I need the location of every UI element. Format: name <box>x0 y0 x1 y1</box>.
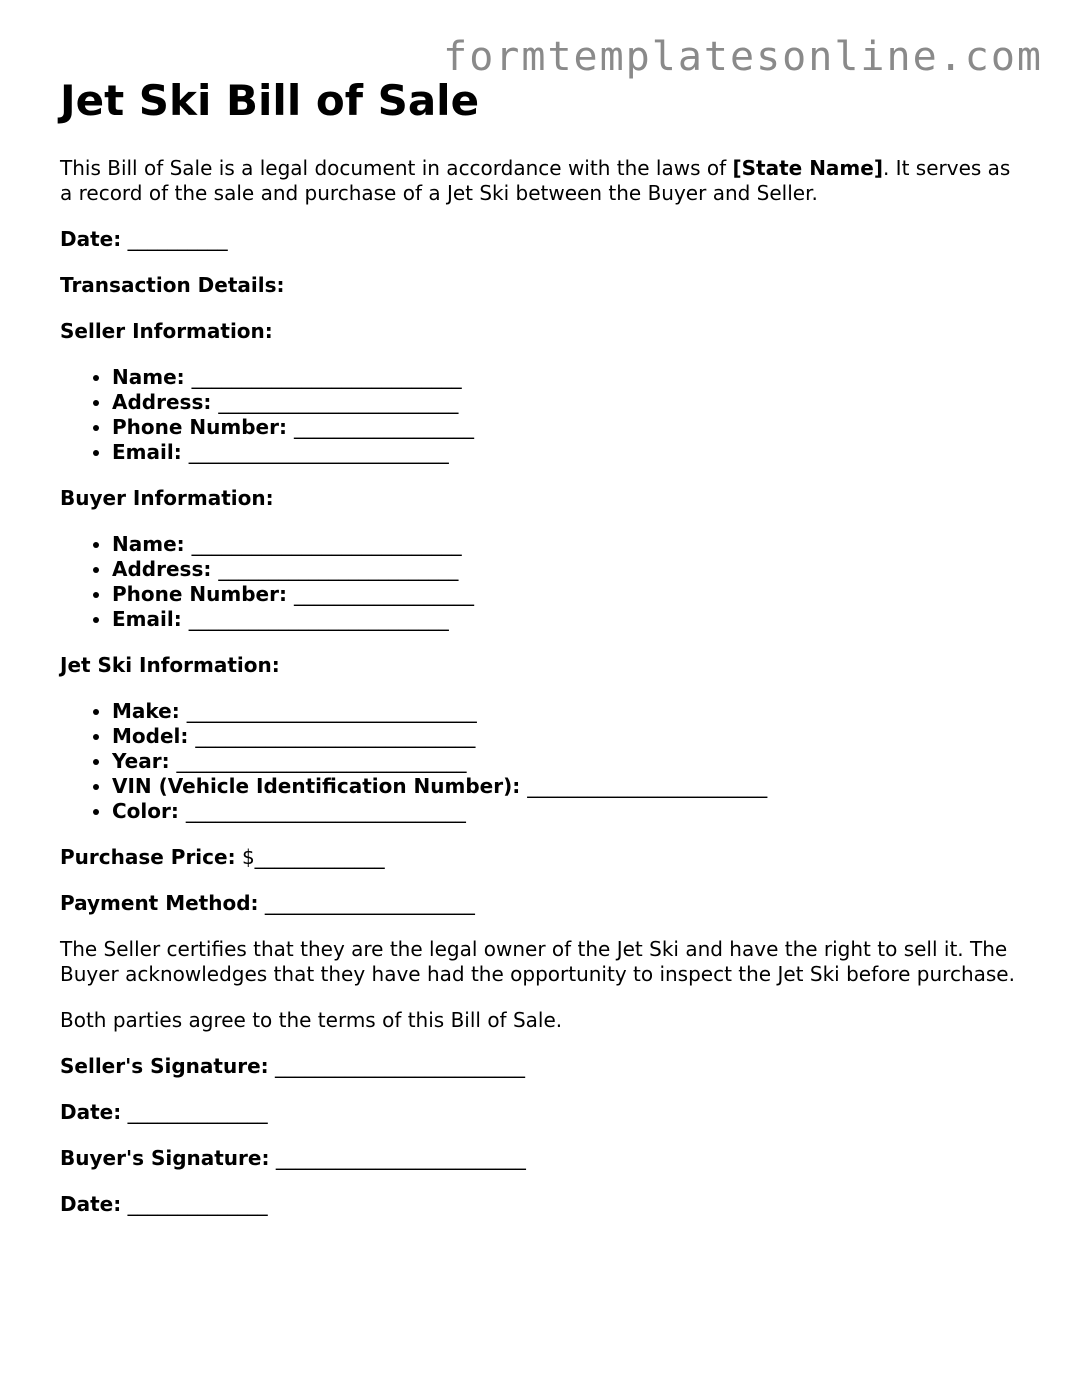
seller-email-label: Email: <box>112 440 182 464</box>
seller-address-field[interactable]: ________________________ <box>218 390 459 414</box>
seller-phone-label: Phone Number: <box>112 415 287 439</box>
buyer-name-label: Name: <box>112 532 185 556</box>
seller-date-line <box>60 1100 1020 1125</box>
vin-label: VIN (Vehicle Identification Number): <box>112 774 521 798</box>
model-label: Model: <box>112 724 189 748</box>
intro-text-before: This Bill of Sale is a legal document in accordance with the laws of <box>60 156 733 180</box>
list-item <box>112 365 1020 390</box>
color-label: Color: <box>112 799 179 823</box>
list-item <box>112 582 1020 607</box>
seller-phone-field[interactable]: __________________ <box>293 415 474 439</box>
intro-text-after: . It serves as a record of the sale and purchase of a Jet Ski between the Buyer and Seller. <box>60 156 1011 205</box>
buyer-phone-field[interactable]: __________________ <box>293 582 474 606</box>
purchase-price-label: Purchase Price: <box>60 845 236 869</box>
list-item <box>112 440 1020 465</box>
seller-signature-line <box>60 1054 1020 1079</box>
seller-address-label: Address: <box>112 390 212 414</box>
make-label: Make: <box>112 699 180 723</box>
seller-date-label: Date: <box>60 1100 122 1124</box>
list-item <box>112 724 1020 749</box>
agreement-paragraph: Both parties agree to the terms of this Bill of Sale. <box>60 1008 563 1032</box>
buyer-signature-line <box>60 1146 1020 1171</box>
list-item <box>112 415 1020 440</box>
buyer-heading: Buyer Information: <box>60 486 274 510</box>
model-field[interactable]: ____________________________ <box>195 724 476 748</box>
intro-paragraph <box>60 156 1020 206</box>
year-field[interactable]: _____________________________ <box>176 749 467 773</box>
purchase-price-line <box>60 845 1020 870</box>
certification-paragraph: The Seller certifies that they are the legal owner of the Jet Ski and have the right to sell it. The Buyer acknowledges that they have had the opportunity to inspect the Jet Ski before purchase. <box>60 937 1015 986</box>
buyer-email-field[interactable]: __________________________ <box>188 607 449 631</box>
payment-method-label: Payment Method: <box>60 891 259 915</box>
year-label: Year: <box>112 749 170 773</box>
page-title: Jet Ski Bill of Sale <box>60 76 480 125</box>
buyer-signature-label: Buyer's Signature: <box>60 1146 270 1170</box>
buyer-address-field[interactable]: ________________________ <box>218 557 459 581</box>
watermark: formtemplatesonline.com <box>443 34 1043 80</box>
buyer-list <box>60 532 1020 632</box>
date-field[interactable]: __________ <box>127 227 228 251</box>
date-line <box>60 227 1020 252</box>
seller-name-label: Name: <box>112 365 185 389</box>
list-item <box>112 607 1020 632</box>
list-item <box>112 532 1020 557</box>
buyer-date-line <box>60 1192 1020 1217</box>
state-name-placeholder: [State Name] <box>732 156 883 180</box>
buyer-address-label: Address: <box>112 557 212 581</box>
buyer-signature-field[interactable]: _________________________ <box>275 1146 526 1170</box>
seller-signature-field[interactable]: _________________________ <box>275 1054 525 1078</box>
list-item <box>112 749 1020 774</box>
document-body <box>60 76 1020 1238</box>
make-field[interactable]: _____________________________ <box>186 699 477 723</box>
jetski-heading: Jet Ski Information: <box>60 653 280 677</box>
buyer-date-field[interactable]: ______________ <box>127 1192 268 1216</box>
seller-heading: Seller Information: <box>60 319 273 343</box>
seller-signature-label: Seller's Signature: <box>60 1054 269 1078</box>
list-item <box>112 799 1020 824</box>
list-item <box>112 774 1020 799</box>
seller-list <box>60 365 1020 465</box>
buyer-name-field[interactable]: ___________________________ <box>191 532 462 556</box>
transaction-heading: Transaction Details: <box>60 273 285 297</box>
color-field[interactable]: ____________________________ <box>185 799 466 823</box>
purchase-price-field[interactable]: $_____________ <box>241 845 385 869</box>
list-item <box>112 699 1020 724</box>
buyer-email-label: Email: <box>112 607 182 631</box>
list-item <box>112 557 1020 582</box>
seller-name-field[interactable]: ___________________________ <box>191 365 462 389</box>
buyer-date-label: Date: <box>60 1192 122 1216</box>
buyer-phone-label: Phone Number: <box>112 582 287 606</box>
jetski-list <box>60 699 1020 824</box>
seller-email-field[interactable]: __________________________ <box>188 440 449 464</box>
list-item <box>112 390 1020 415</box>
payment-method-line <box>60 891 1020 916</box>
vin-field[interactable]: ________________________ <box>527 774 768 798</box>
seller-date-field[interactable]: ______________ <box>127 1100 268 1124</box>
date-label: Date: <box>60 227 122 251</box>
payment-method-field[interactable]: _____________________ <box>264 891 475 915</box>
